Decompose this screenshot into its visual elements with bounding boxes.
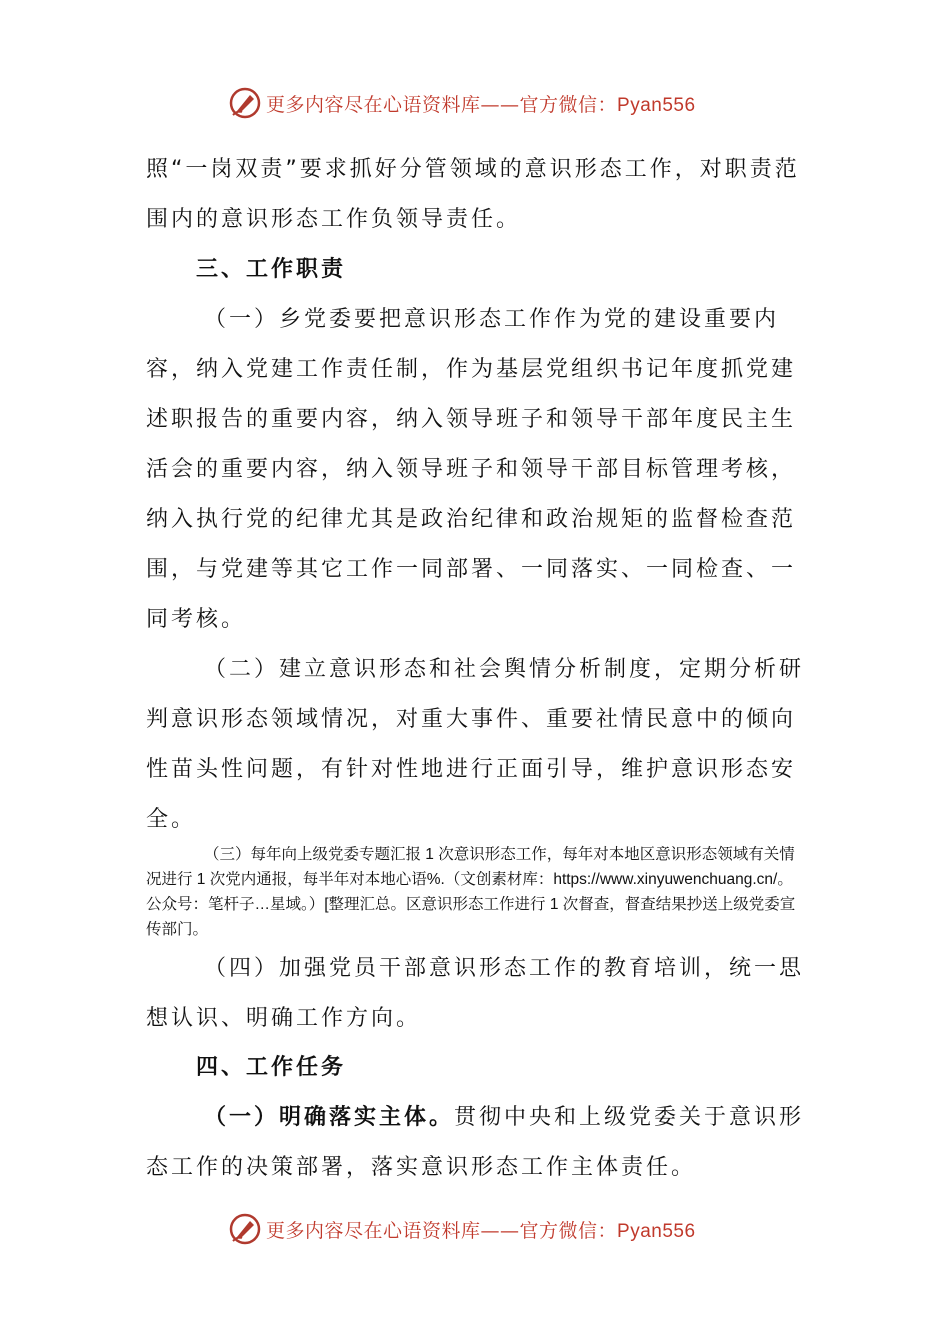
header-text: 更多内容尽在心语资料库——官方微信：Pyan556 (266, 93, 696, 116)
footer-watermark (228, 1212, 728, 1246)
section-heading-4: 四、工作任务 (196, 1055, 347, 1080)
paragraph-4: （三）每年向上级党委专题汇报 1 次意识形态工作，每年对本地区意识形态领域有关情况进行 1 次党内通报，每半年对本地心语%.（文创素材库：https://www.xinyuwenchuang.cn/。公众号：笔杆子…星域。）[整理汇总。区意识形态工作进行 1 次督查，督查结果抄送上级党委宣传部门。 (146, 846, 796, 938)
paragraph-6-body: 贯彻中央和上级党委关于意识形态工作的决策部署，落实意识形态工作主体责任。 (146, 1105, 805, 1180)
paragraph-1: 照“一岗双责”要求抓好分管领域的意识形态工作，对职责范围内的意识形态工作负领导责任。 (146, 157, 800, 232)
paragraph-2: （一）乡党委要把意识形态工作作为党的建设重要内容，纳入党建工作责任制，作为基层党组织书记年度抓党建述职报告的重要内容，纳入领导班子和领导干部年度民主生活会的重要内容，纳入领导班子和领导干部目标管理考核，纳入执行党的纪律尤其是政治纪律和政治规矩的监督检查范围，与党建等其它工作一同部署、一同落实、一同检查、一同考核。 (146, 307, 797, 632)
paragraph-6-lead: （一）明确落实主体。 (204, 1105, 455, 1130)
pen-nib-logo-icon (228, 1212, 262, 1246)
footer-text: 更多内容尽在心语资料库——官方微信：Pyan556 (266, 1219, 696, 1242)
pen-nib-logo-icon (228, 86, 262, 120)
wechat-id: Pyan556 (617, 94, 696, 116)
paragraph-3: （二）建立意识形态和社会舆情分析制度，定期分析研判意识形态领域情况，对重大事件、重要社情民意中的倾向性苗头性问题，有针对性地进行正面引导，维护意识形态安全。 (146, 657, 805, 832)
section-heading-3: 三、工作职责 (196, 257, 347, 282)
paragraph-5: （四）加强党员干部意识形态工作的教育培训，统一思想认识、明确工作方向。 (146, 956, 805, 1031)
header-watermark (228, 86, 728, 120)
paragraph-6 (146, 1093, 806, 1193)
wechat-id: Pyan556 (617, 1220, 696, 1242)
